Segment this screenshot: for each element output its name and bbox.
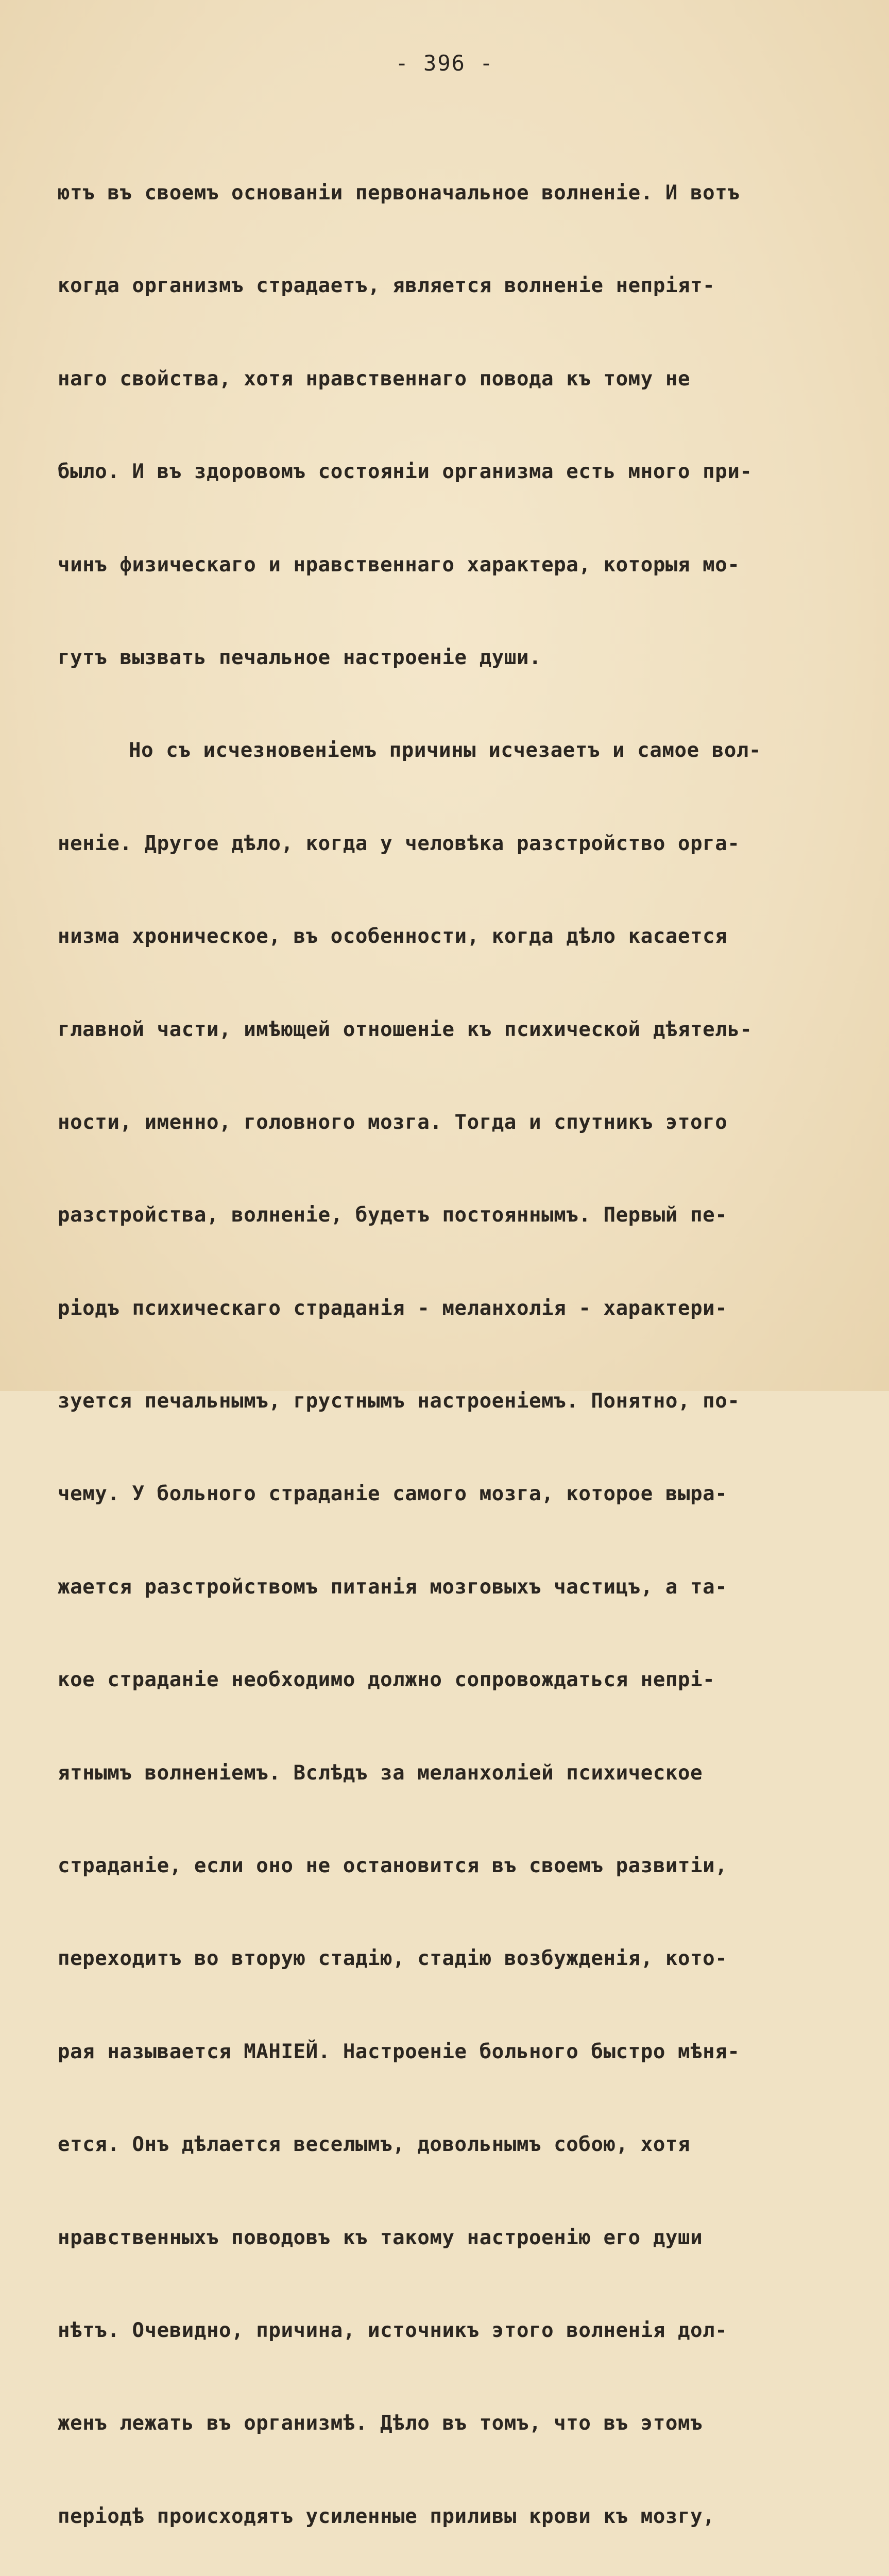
text-line: кое страданіе необходимо должно сопровождаться непрі- (58, 1668, 715, 1692)
text-line: нѣтъ. Очевидно, причина, источникъ этого волненія дол- (58, 2318, 728, 2342)
text-line: нравственныхъ поводовъ къ такому настроенію его души (58, 2226, 703, 2249)
text-line: чинъ физическаго и нравственнаго характера, которыя мо- (58, 553, 740, 577)
page-number: - 396 - (395, 50, 494, 76)
text-line: когда организмъ страдаетъ, является волненіе непріят- (58, 274, 715, 298)
text-line: рая называется МАНІЕЙ. Настроеніе больного быстро мѣня- (58, 2040, 740, 2063)
text-line: ности, именно, головного мозга. Тогда и спутникъ этого (58, 1110, 728, 1134)
body-text (58, 124, 861, 2576)
text-line: главной части, имѣющей отношеніе къ психической дѣятель- (58, 1018, 753, 1041)
text-line: низма хроническое, въ особенности, когда дѣло касается (58, 925, 728, 948)
text-line: было. И въ здоровомъ состояніи организма есть много при- (58, 460, 753, 484)
text-line: гутъ вызвать печальное настроеніе души. (58, 646, 542, 669)
text-line: страданіе, если оно не остановится въ своемъ развитіи, (58, 1854, 728, 1878)
text-line: наго свойства, хотя нравственнаго повода къ тому не (58, 367, 691, 391)
text-line: ятнымъ волненіемъ. Вслѣдъ за меланхоліей психическое (58, 1761, 703, 1785)
text-line: чему. У больного страданіе самого мозга, которое выра- (58, 1482, 728, 1506)
text-line: женъ лежать въ организмѣ. Дѣло въ томъ, что въ этомъ (58, 2412, 703, 2435)
text-line: ютъ въ своемъ основаніи первоначальное волненіе. И вотъ (58, 181, 740, 205)
text-line: неніе. Другое дѣло, когда у человѣка разстройство орга- (58, 832, 740, 855)
paragraph-first-line: Но съ исчезновеніемъ причины исчезаетъ и самое вол- (129, 739, 762, 762)
text-line: ріодъ психическаго страданія - меланхолія - характери- (58, 1296, 728, 1320)
text-line: жается разстройствомъ питанія мозговыхъ частицъ, а та- (58, 1575, 728, 1599)
text-line: разстройства, волненіе, будетъ постояннымъ. Первый пе- (58, 1204, 728, 1227)
text-line: періодѣ происходятъ усиленные приливы крови къ мозгу, (58, 2504, 715, 2528)
text-line: ется. Онъ дѣлается веселымъ, довольнымъ собою, хотя (58, 2133, 691, 2157)
text-line: зуется печальнымъ, грустнымъ настроеніемъ. Понятно, по- (58, 1389, 740, 1413)
text-line: переходитъ во вторую стадію, стадію возбужденія, кото- (58, 1947, 728, 1971)
